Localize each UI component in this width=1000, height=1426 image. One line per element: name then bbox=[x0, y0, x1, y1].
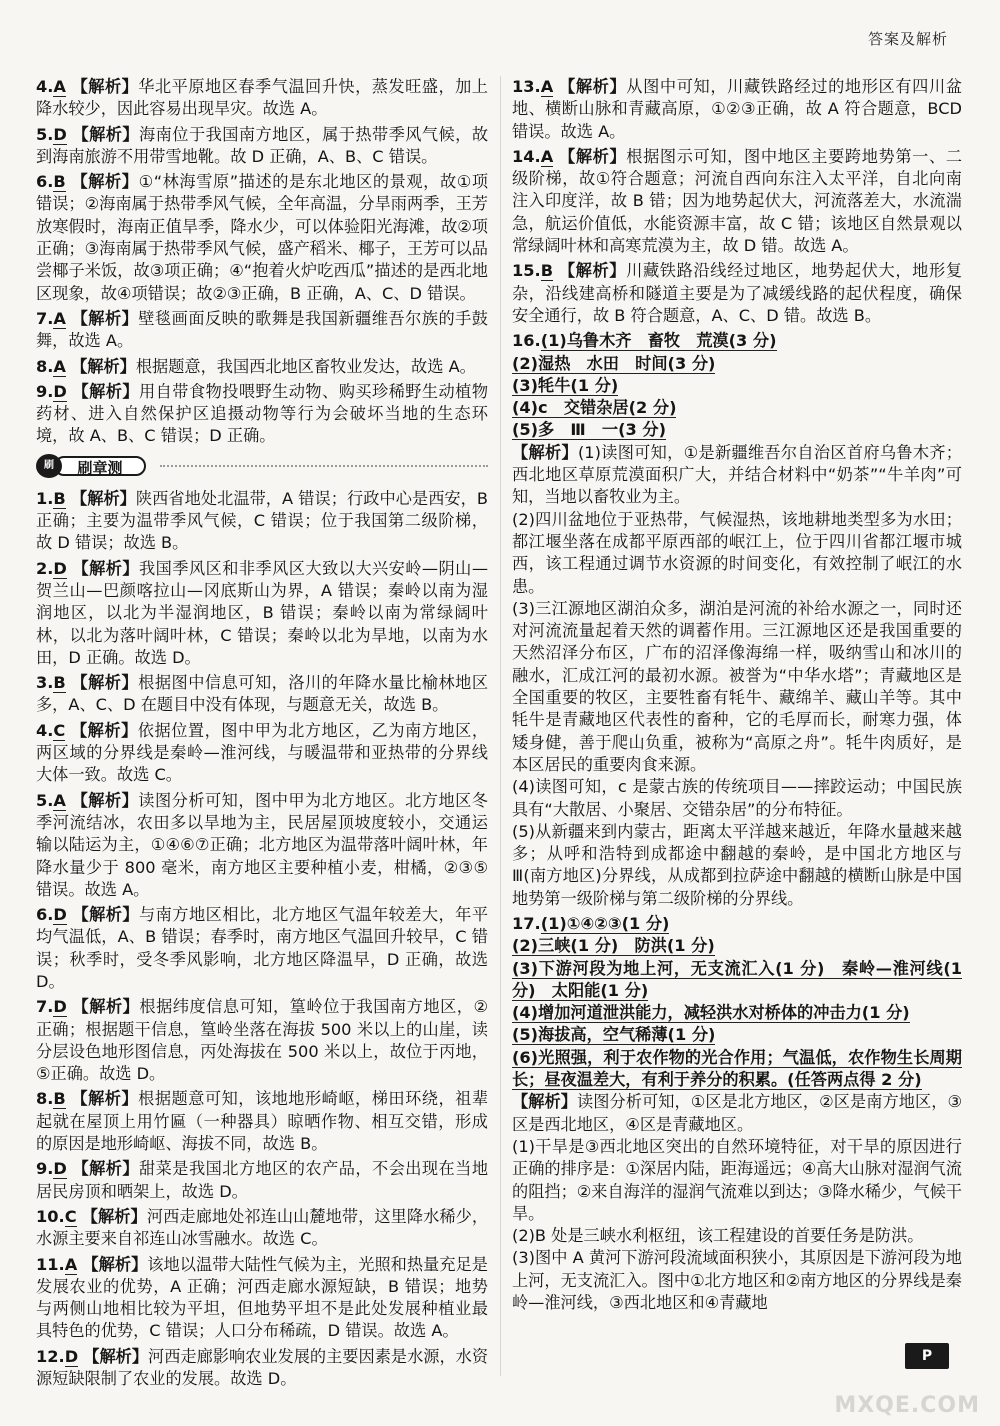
analysis-tag: 【解析】 bbox=[71, 790, 139, 810]
analysis-tag: 【解析】 bbox=[71, 172, 139, 192]
answer-list-right bbox=[512, 76, 962, 327]
answer-list-chapter bbox=[36, 488, 488, 1391]
question-number: 5. bbox=[36, 790, 54, 810]
answer-line: (1)乌鲁木齐 畜牧 荒漠(3 分) bbox=[540, 331, 777, 351]
question-number: 1. bbox=[36, 488, 54, 508]
answer-item bbox=[36, 76, 488, 121]
question-number: 9. bbox=[36, 381, 54, 401]
watermark-text: MXQE.COM bbox=[834, 1393, 980, 1418]
answer-letter: D bbox=[53, 997, 67, 1017]
answer-item bbox=[36, 720, 488, 787]
question-number: 7. bbox=[36, 308, 54, 328]
answer-item bbox=[36, 1346, 488, 1391]
answer-line: (6)光照强，利于农作物的光合作用；气温低，农作物生长周期长；昼夜温差大，有利于养分的积累。(任答两点得 2 分) bbox=[512, 1047, 962, 1090]
question-number: 16. bbox=[512, 331, 541, 351]
analysis-text: 依据位置，图中甲为北方地区，乙为南方地区，两区域的分界线是秦岭—淮河线，与暖温带和亚热带的分界线大体一致。故选 C。 bbox=[36, 720, 489, 785]
answer-letter: B bbox=[53, 673, 66, 693]
question-number: 4. bbox=[36, 720, 54, 740]
analysis-tag: 【解析】 bbox=[71, 308, 139, 328]
question-number: 7. bbox=[36, 997, 54, 1017]
analysis-text: 海南位于我国南方地区，属于热带季风气候，故到海南旅游不用带雪地靴。故 D 正确，A、B、C 错误。 bbox=[36, 124, 489, 166]
analysis-text: 该地以温带大陆性气候为主，光照和热量充足是发展农业的优势，A 正确；河西走廊水源短缺，B 错误；地势与两侧山地相比较为平坦，但地势平坦不是此处发展种植业最具特色的优势，C 错误；人口分布稀疏，D 错误。故选 A。 bbox=[36, 1254, 488, 1341]
answer-letter: A bbox=[53, 308, 66, 328]
answer-item bbox=[36, 488, 488, 555]
answer-letter: A bbox=[53, 77, 66, 96]
question-number: 6. bbox=[36, 172, 54, 192]
answer-line: (2)三峡(1 分) 防洪(1 分) bbox=[512, 936, 715, 956]
question-number: 11. bbox=[36, 1254, 65, 1274]
answer-line: (5)海拔高，空气稀薄(1 分) bbox=[512, 1025, 716, 1045]
answer-item bbox=[36, 996, 488, 1085]
answer-line: (1)①④②③(1 分) bbox=[540, 913, 670, 933]
analysis-text: (3)图中 A 黄河下游河段流域面积狭小，其原因是下游河段为地上河，无支流汇入。图中①北方地区和②南方地区的分界线是秦岭—淮河线，③西北地区和④青藏地 bbox=[512, 1248, 962, 1313]
analysis-text: 河西走廊地处祁连山山麓地带，这里降水稀少，水源主要来自祁连山冰雪融水。故选 C。 bbox=[36, 1206, 489, 1249]
analysis-tag: 【解析】 bbox=[512, 1092, 578, 1112]
analysis-text: 根据题意可知，该地地形崎岖，梯田环绕，祖辈起就在屋顶上用竹匾（一种器具）晾晒作物、相互交错，形成的原因是地形崎岖、海拔不同，故选 B。 bbox=[36, 1089, 489, 1154]
analysis-tag: 【解析】 bbox=[83, 1346, 149, 1366]
analysis-tag: 【解析】 bbox=[71, 77, 139, 96]
answer-line: (3)下游河段为地上河，无支流汇入(1 分) 秦岭—淮河线(1 分) 太阳能(1 分) bbox=[512, 958, 962, 1000]
question-number: 12. bbox=[36, 1346, 65, 1366]
answer-letter: B bbox=[53, 1089, 66, 1109]
analysis-tag: 【解析】 bbox=[512, 442, 578, 462]
question-16 bbox=[512, 330, 962, 910]
analysis-tag: 【解析】 bbox=[72, 905, 140, 925]
answer-letter: B bbox=[540, 261, 554, 281]
page-number-badge: P bbox=[905, 1343, 949, 1369]
column-divider bbox=[500, 76, 501, 1376]
question-number: 10. bbox=[36, 1206, 65, 1226]
answer-letter: D bbox=[53, 905, 67, 925]
analysis-text: 甜菜是我国北方地区的农产品，不会出现在当地居民房顶和晒架上，故选 D。 bbox=[36, 1159, 489, 1201]
answer-letter: D bbox=[53, 1159, 67, 1179]
answer-item bbox=[36, 124, 488, 169]
analysis-text: (3)三江源地区湖泊众多，湖泊是河流的补给水源之一，同时还对河流流量起着天然的调蓄作用。三江源地区还是我国重要的天然沼泽分布区，广布的沼泽像海绵一样，吸纳雪山和冰川的融水，汇成江河的最初水源。被誉为“中华水塔”；青藏地区是全国重要的牧区，主要牲畜有牦牛、藏绵羊、藏山羊等。其中牦牛是青藏地区代表性的畜种，它的毛厚而长，耐寒力强，体矮身健，善于爬山负重，被称为“高原之舟”。牦牛肉质好，是本区居民的重要肉食来源。 bbox=[512, 598, 962, 774]
analysis-text: ①“林海雪原”描述的是东北地区的景观，故①项错误；②海南属于热带季风气候，全年高温，分旱雨两季，王芳放寒假时，海南正值旱季，降水少，可以体验阳光海滩，故②项正确；③海南属于热带季风气候，盛产稻米、椰子，王芳可以品尝椰子米饭，故③项正确；④“抱着火炉吃西瓜”描述的是西北地区现象，故④项错误；故②③正确，B 正确，A、C、D 错误。 bbox=[36, 172, 489, 303]
question-number: 5. bbox=[36, 124, 54, 144]
answer-item bbox=[36, 672, 488, 717]
analysis-tag: 【解析】 bbox=[81, 1206, 147, 1226]
analysis-text: 用自带食物投喂野生动物、购买珍稀野生动植物药材、进入自然保护区追摄动物等行为会破坏当地的生态环境，故 A、B、C 错误；D 正确。 bbox=[36, 381, 489, 446]
analysis-tag: 【解析】 bbox=[558, 261, 627, 281]
answer-item bbox=[36, 904, 488, 993]
question-number: 3. bbox=[36, 673, 54, 693]
analysis-tag: 【解析】 bbox=[82, 1254, 148, 1274]
analysis-text: 根据纬度信息可知，篁岭位于我国南方地区，②正确；根据题干信息，篁岭坐落在海拔 500 米以上的山崖，读分层设色地形图信息，丙处海拔在 500 米以上，故位于丙地，⑤正确。故选 D。 bbox=[36, 997, 488, 1084]
analysis-text: 读图分析可知，①区是北方地区，②区是南方地区，③区是西北地区，④区是青藏地区。 bbox=[512, 1092, 962, 1134]
answer-letter: A bbox=[53, 790, 66, 810]
section-badge bbox=[36, 454, 148, 478]
answer-letter: D bbox=[53, 381, 67, 401]
answer-letter: D bbox=[64, 1346, 79, 1366]
answer-line: (3)牦牛(1 分) bbox=[512, 375, 619, 395]
analysis-text: 壁毯画面反映的歌舞是我国新疆维吾尔族的手鼓舞，故选 A。 bbox=[36, 308, 488, 351]
analysis-tag: 【解析】 bbox=[559, 77, 627, 96]
analysis-text: (1)干旱是③西北地区突出的自然环境特征，对干旱的原因进行正确的排序是：①深居内陆，距海遥远；④高大山脉对湿润气流的阻挡；②来自海洋的湿润气流难以到达；③降水稀少，气候干旱。 bbox=[512, 1136, 962, 1223]
site-watermark bbox=[830, 1348, 980, 1418]
right-column bbox=[512, 76, 962, 1317]
answer-item bbox=[512, 146, 962, 257]
page-header: 答案及解析 bbox=[867, 30, 948, 48]
question-number: 14. bbox=[512, 146, 541, 166]
question-number: 4. bbox=[36, 77, 54, 96]
question-number: 8. bbox=[36, 356, 54, 376]
analysis-text: 根据图中信息可知，洛川的年降水量比榆林地区多，A、C、D 在题目中没有体现，与题意无关，故选 B。 bbox=[36, 673, 489, 715]
answer-letter: A bbox=[540, 146, 554, 166]
answer-letter: B bbox=[53, 172, 66, 192]
analysis-tag: 【解析】 bbox=[72, 1159, 140, 1179]
answer-item bbox=[36, 1088, 488, 1155]
answer-letter: A bbox=[540, 77, 554, 96]
answer-list-top bbox=[36, 76, 488, 448]
answer-item bbox=[36, 1158, 488, 1203]
answer-item bbox=[36, 558, 488, 669]
answer-item bbox=[36, 790, 488, 901]
analysis-text: (2)B 处是三峡水利枢纽，该工程建设的首要任务是防洪。 bbox=[512, 1226, 924, 1246]
analysis-text: 华北平原地区春季气温回升快，蒸发旺盛，加上降水较少，因此容易出现旱灾。故选 A。 bbox=[36, 77, 488, 119]
answer-letter: A bbox=[64, 1254, 78, 1274]
analysis-tag: 【解析】 bbox=[72, 124, 140, 144]
analysis-text: 与南方地区相比，北方地区气温年较差大，年平均气温低，A、B 错误；春季时，南方地区气温回升较早，C 错误；秋季时，受冬季风影响，北方地区降温早，D 正确，故选 D。 bbox=[36, 905, 489, 991]
answer-item bbox=[36, 308, 488, 353]
analysis-text: 从图中可知，川藏铁路经过的地形区有四川盆地、横断山脉和青藏高原，①②③正确，故 A 符合题意，BCD 错误。故选 A。 bbox=[512, 77, 963, 141]
analysis-tag: 【解析】 bbox=[72, 558, 140, 578]
analysis-text: 河西走廊影响农业发展的主要因素是水源，水资源短缺限制了农业的发展。故选 D。 bbox=[36, 1346, 489, 1389]
section-header bbox=[36, 452, 488, 482]
answer-line: (4)增加河道泄洪能力，减轻洪水对桥体的冲击力(1 分) bbox=[512, 1003, 910, 1023]
analysis-tag: 【解析】 bbox=[559, 146, 627, 166]
question-number: 17. bbox=[512, 913, 541, 933]
analysis-tag: 【解析】 bbox=[71, 673, 139, 693]
question-number: 15. bbox=[512, 261, 541, 281]
left-column bbox=[36, 76, 488, 1393]
analysis-text: (2)四川盆地位于亚热带，气候湿热，该地耕地类型多为水田；都江堰坐落在成都平原西部的岷江上，位于四川省都江堰市城西，该工程通过调节水资源的时间变化，有效控制了岷江的水患。 bbox=[512, 509, 962, 596]
analysis-text: (5)从新疆来到内蒙古，距离太平洋越来越近，年降水量越来越多；从呼和浩特到成都途中翻越的秦岭，是中国北方地区与Ⅲ(南方地区)分界线，从成都到拉萨途中翻越的横断山脉是中国地势第一级阶梯与第二级阶梯的分界线。 bbox=[512, 821, 962, 908]
answer-item bbox=[512, 76, 962, 143]
brush-icon: 刷 bbox=[36, 454, 62, 478]
answer-item bbox=[36, 381, 488, 448]
answer-letter: C bbox=[53, 720, 66, 740]
answer-item bbox=[36, 1254, 488, 1343]
analysis-text: (4)读图可知，c 是蒙古族的传统项目——摔跤运动；中国民族具有“大散居、小聚居、交错杂居”的分布特征。 bbox=[512, 777, 962, 819]
analysis-text: (1)读图可知，①是新疆维吾尔自治区首府乌鲁木齐；西北地区草原荒漠面积广大，并结合材料中“奶茶”“牛羊肉”可知，当地以畜牧业为主。 bbox=[512, 442, 962, 507]
answer-item bbox=[36, 1206, 488, 1251]
answer-item bbox=[512, 260, 962, 327]
analysis-tag: 【解析】 bbox=[72, 381, 140, 401]
answer-item bbox=[36, 356, 488, 378]
question-number: 8. bbox=[36, 1089, 54, 1109]
answer-item bbox=[36, 171, 488, 305]
question-number: 6. bbox=[36, 905, 54, 925]
question-number: 9. bbox=[36, 1159, 54, 1179]
question-17 bbox=[512, 913, 962, 1314]
analysis-tag: 【解析】 bbox=[72, 997, 140, 1017]
analysis-text: 川藏铁路沿线经过地区，地势起伏大，地形复杂，沿线建高桥和隧道主要是为了减缓线路的起伏程度，确保安全通行，故 B 符合题意，A、C、D 错。故选 B。 bbox=[512, 261, 963, 325]
analysis-tag: 【解析】 bbox=[71, 1089, 139, 1109]
analysis-tag: 【解析】 bbox=[70, 488, 136, 508]
answer-line: (2)湿热 水田 时间(3 分) bbox=[512, 353, 716, 373]
section-title: 刷章测 bbox=[54, 456, 146, 476]
analysis-text: 我国季风区和非季风区大致以大兴安岭—阴山—贺兰山—巴颜喀拉山—冈底斯山为界，A 错误；秦岭以南为湿润地区，以北为半湿润地区，B 错误；秦岭以南为常绿阔叶林，以北为落叶阔叶林，C 错误；秦岭以北为旱地，以南为水田，D 正确。故选 D。 bbox=[36, 558, 489, 667]
analysis-tag: 【解析】 bbox=[70, 720, 138, 740]
answer-letter: B bbox=[53, 488, 66, 508]
analysis-text: 读图分析可知，图中甲为北方地区。北方地区冬季河流结冰，农田多以旱地为主，民居屋顶坡度较小，交通运输以陆运为主，①④⑥⑦正确；北方地区为温带落叶阔叶林，年降水量少于 800 毫米，南方地区主要种植小麦，柑橘，②③⑤错误。故选 A。 bbox=[36, 790, 488, 899]
question-number: 2. bbox=[36, 558, 54, 578]
analysis-text: 根据题意，我国西北地区畜牧业发达，故选 A。 bbox=[135, 356, 476, 376]
answer-line: (5)多 Ⅲ 一(3 分) bbox=[512, 420, 666, 440]
answer-line: (4)c 交错杂居(2 分) bbox=[512, 398, 677, 418]
analysis-tag: 【解析】 bbox=[71, 356, 136, 376]
answer-letter: A bbox=[53, 356, 66, 376]
answer-letter: C bbox=[64, 1206, 77, 1226]
question-number: 13. bbox=[512, 77, 541, 96]
analysis-text: 陕西省地处北温带，A 错误；行政中心是西安，B 正确；主要为温带季风气候，C 错误；位于我国第二级阶梯，故 D 错误；故选 B。 bbox=[36, 488, 489, 553]
answer-letter: D bbox=[53, 558, 67, 578]
dotted-rule bbox=[160, 465, 488, 467]
answer-letter: D bbox=[53, 124, 67, 144]
analysis-text: 根据图示可知，图中地区主要跨地势第一、二级阶梯，故①符合题意；河流自西向东注入太平洋，自北向南注入印度洋，故 B 错；因为地势起伏大，河流落差大，水流湍急，航运价值低，水能资源丰富，故 C 错；该地区自然景观以常绿阔叶林和高寒荒漠为主，故 D 错。故选 A。 bbox=[512, 146, 963, 256]
